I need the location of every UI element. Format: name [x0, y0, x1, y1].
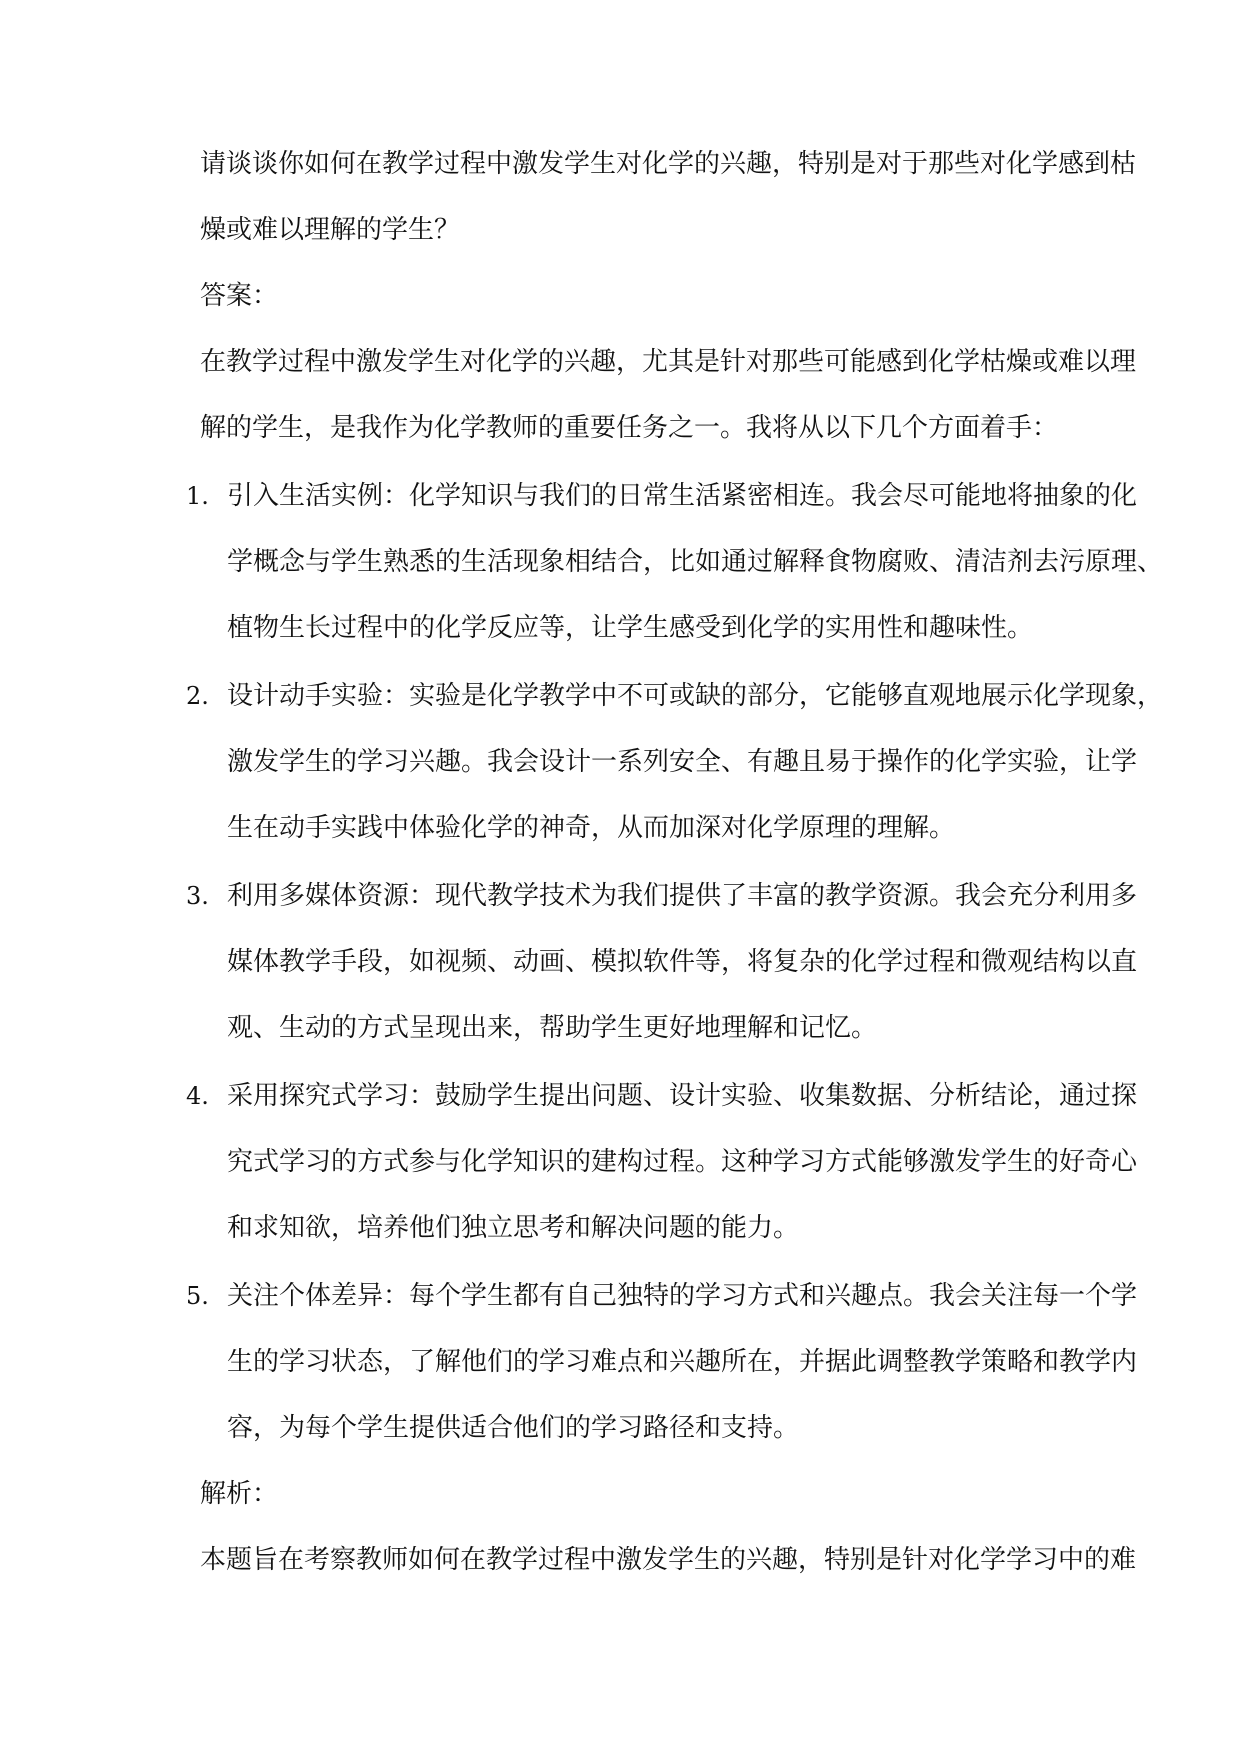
answer-heading: 答案：: [200, 281, 279, 311]
question-line: 请谈谈你如何在教学过程中激发学生对化学的兴趣，特别是对于那些对化学感到枯: [200, 149, 1137, 179]
list-item-line: 生的学习状态，了解他们的学习难点和兴趣所在，并据此调整教学策略和教学内: [227, 1347, 1138, 1377]
list-item-line: 学概念与学生熟悉的生活现象相结合，比如通过解释食物腐败、清洁剂去污原理、: [227, 547, 1164, 577]
analysis-line: 本题旨在考察教师如何在教学过程中激发学生的兴趣，特别是针对化学学习中的难: [200, 1545, 1137, 1575]
list-item-line: 设计动手实验：实验是化学教学中不可或缺的部分，它能够直观地展示化学现象，: [227, 681, 1164, 711]
question-line: 燥或难以理解的学生？: [200, 215, 461, 245]
list-item-line: 观、生动的方式呈现出来，帮助学生更好地理解和记忆。: [227, 1013, 878, 1043]
list-item-line: 采用探究式学习：鼓励学生提出问题、设计实验、收集数据、分析结论，通过探: [227, 1081, 1138, 1111]
list-item-line: 容，为每个学生提供适合他们的学习路径和支持。: [227, 1413, 800, 1443]
answer-intro-line: 在教学过程中激发学生对化学的兴趣，尤其是针对那些可能感到化学枯燥或难以理: [200, 347, 1137, 377]
list-item-number: 3.: [186, 882, 209, 910]
list-item-number: 1.: [186, 482, 209, 510]
analysis-heading: 解析：: [200, 1479, 279, 1509]
list-item-line: 引入生活实例：化学知识与我们的日常生活紧密相连。我会尽可能地将抽象的化: [227, 481, 1138, 511]
list-item-number: 5.: [186, 1282, 209, 1310]
list-item-line: 媒体教学手段，如视频、动画、模拟软件等，将复杂的化学过程和微观结构以直: [227, 947, 1138, 977]
list-item-number: 4.: [186, 1082, 209, 1110]
list-item-line: 利用多媒体资源：现代教学技术为我们提供了丰富的教学资源。我会充分利用多: [227, 881, 1138, 911]
list-item-line: 激发学生的学习兴趣。我会设计一系列安全、有趣且易于操作的化学实验，让学: [227, 747, 1138, 777]
list-item-line: 植物生长过程中的化学反应等，让学生感受到化学的实用性和趣味性。: [227, 613, 1034, 643]
list-item-line: 关注个体差异：每个学生都有自己独特的学习方式和兴趣点。我会关注每一个学: [227, 1281, 1138, 1311]
list-item-number: 2.: [186, 682, 209, 710]
list-item-line: 究式学习的方式参与化学知识的建构过程。这种学习方式能够激发学生的好奇心: [227, 1147, 1138, 1177]
list-item-line: 和求知欲，培养他们独立思考和解决问题的能力。: [227, 1213, 800, 1243]
answer-intro-line: 解的学生，是我作为化学教师的重要任务之一。我将从以下几个方面着手：: [200, 413, 1059, 443]
list-item-line: 生在动手实践中体验化学的神奇，从而加深对化学原理的理解。: [227, 813, 956, 843]
